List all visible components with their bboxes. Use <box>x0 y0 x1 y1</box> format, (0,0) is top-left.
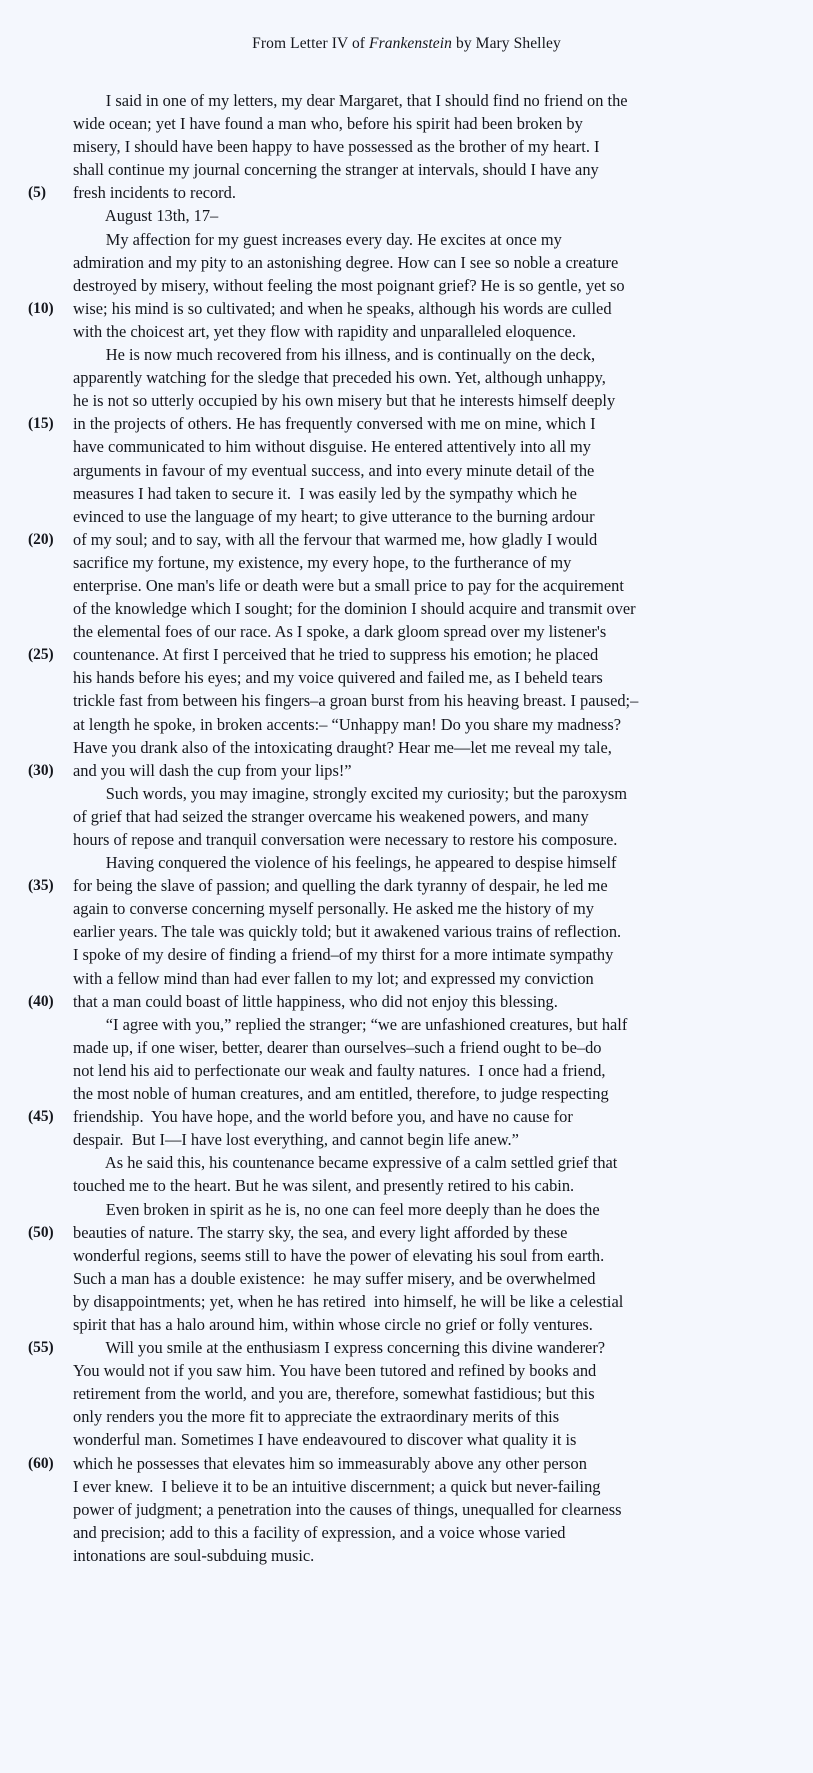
passage-line <box>0 1221 813 1244</box>
line-text: wide ocean; yet I have found a man who, before his spirit had been broken by <box>73 114 583 134</box>
passage-line <box>0 1244 813 1267</box>
line-text: countenance. At first I perceived that he tried to suppress his emotion; he placed <box>73 645 599 665</box>
line-text: of my soul; and to say, with all the fervour that warmed me, how gladly I would <box>73 529 598 549</box>
line-text: August 13th, 17– <box>73 206 219 226</box>
line-text: Such words, you may imagine, strongly excited my curiosity; but the paroxysm <box>73 783 628 803</box>
passage-line <box>0 920 813 943</box>
passage-line <box>0 297 813 320</box>
line-text: sacrifice my fortune, my existence, my every hope, to the furtherance of my <box>73 552 572 572</box>
line-text: spirit that has a halo around him, within whose circle no grief or folly ventures. <box>73 1314 593 1334</box>
line-text: touched me to the heart. But he was silent, and presently retired to his cabin. <box>73 1176 575 1196</box>
line-number: (60) <box>28 1454 54 1472</box>
line-text: destroyed by misery, without feeling the most poignant grief? He is so gentle, yet so <box>73 275 625 295</box>
passage-line <box>0 1105 813 1128</box>
line-number: (50) <box>28 1223 54 1241</box>
passage-line <box>0 1174 813 1197</box>
line-text: Such a man has a double existence: he may suffer misery, and be overwhelmed <box>73 1268 596 1288</box>
passage-line <box>0 89 813 112</box>
line-text: the elemental foes of our race. As I spoke, a dark gloom spread over my listener's <box>73 622 607 642</box>
line-number: (30) <box>28 761 54 779</box>
passage-line <box>0 689 813 712</box>
line-text: wise; his mind is so cultivated; and when he speaks, although his words are culled <box>73 298 612 318</box>
line-text: and precision; add to this a facility of expression, and a voice whose varied <box>73 1522 566 1542</box>
passage-line <box>0 805 813 828</box>
title-suffix: by Mary Shelley <box>452 35 561 52</box>
line-text: have communicated to him without disguise. He entered attentively into all my <box>73 437 592 457</box>
line-text: misery, I should have been happy to have possessed as the brother of my heart. I <box>73 137 600 157</box>
line-text: enterprise. One man's life or death were but a small price to pay for the acquirement <box>73 575 624 595</box>
line-text: despair. But I—I have lost everything, and cannot begin life anew.” <box>73 1130 519 1150</box>
line-text: wonderful man. Sometimes I have endeavoured to discover what quality it is <box>73 1430 577 1450</box>
passage-body <box>0 89 813 1567</box>
passage-line <box>0 1498 813 1521</box>
line-text: which he possesses that elevates him so immeasurably above any other person <box>73 1453 587 1473</box>
passage-line <box>0 482 813 505</box>
passage-line <box>0 1544 813 1567</box>
line-number: (55) <box>28 1339 54 1357</box>
line-text: his hands before his eyes; and my voice quivered and failed me, as I beheld tears <box>73 668 603 688</box>
passage-line <box>0 666 813 689</box>
line-text: made up, if one wiser, better, dearer than ourselves–such a friend ought to be–do <box>73 1037 602 1057</box>
line-text: not lend his aid to perfectionate our weak and faulty natures. I once had a friend, <box>73 1060 606 1080</box>
passage-line <box>0 1313 813 1336</box>
line-text: You would not if you saw him. You have been tutored and refined by books and <box>73 1361 597 1381</box>
passage-line <box>0 435 813 458</box>
passage-line <box>0 1290 813 1313</box>
line-text: intonations are soul-subduing music. <box>73 1545 315 1565</box>
passage-line <box>0 1082 813 1105</box>
passage-line <box>0 112 813 135</box>
line-text: earlier years. The tale was quickly told; but it awakened various trains of reflection. <box>73 922 622 942</box>
page-title <box>0 34 813 54</box>
line-number: (25) <box>28 646 54 664</box>
passage-line <box>0 1405 813 1428</box>
passage-line <box>0 1336 813 1359</box>
passage-line <box>0 135 813 158</box>
title-work-name: Frankenstein <box>369 35 453 52</box>
line-text: the most noble of human creatures, and am entitled, therefore, to judge respecting <box>73 1084 609 1104</box>
passage-line <box>0 1198 813 1221</box>
passage-line <box>0 1428 813 1451</box>
line-text: fresh incidents to record. <box>73 183 236 203</box>
line-text: of grief that had seized the stranger overcame his weakened powers, and many <box>73 806 589 826</box>
line-text: Even broken in spirit as he is, no one can feel more deeply than he does the <box>73 1199 600 1219</box>
line-text: beauties of nature. The starry sky, the sea, and every light afforded by these <box>73 1222 568 1242</box>
passage-line <box>0 343 813 366</box>
passage-line <box>0 597 813 620</box>
line-text: that a man could boast of little happiness, who did not enjoy this blessing. <box>73 991 558 1011</box>
passage-line <box>0 366 813 389</box>
passage-line <box>0 1267 813 1290</box>
line-text: admiration and my pity to an astonishing degree. How can I see so noble a creature <box>73 252 619 272</box>
line-number: (45) <box>28 1108 54 1126</box>
line-number: (5) <box>28 184 46 202</box>
passage-line <box>0 736 813 759</box>
passage-line <box>0 459 813 482</box>
passage-line <box>0 181 813 204</box>
line-number: (40) <box>28 992 54 1010</box>
line-text: retirement from the world, and you are, therefore, somewhat fastidious; but this <box>73 1384 595 1404</box>
passage-line <box>0 643 813 666</box>
line-text: friendship. You have hope, and the world before you, and have no cause for <box>73 1107 573 1127</box>
line-number: (20) <box>28 530 54 548</box>
line-text: “I agree with you,” replied the stranger; “we are unfashioned creatures, but half <box>73 1014 628 1034</box>
passage-line <box>0 228 813 251</box>
line-text: I said in one of my letters, my dear Margaret, that I should find no friend on the <box>73 91 628 110</box>
line-text: and you will dash the cup from your lips!” <box>73 760 352 780</box>
passage-line <box>0 551 813 574</box>
passage-line <box>0 528 813 551</box>
line-text: Will you smile at the enthusiasm I express concerning this divine wanderer? <box>73 1338 606 1358</box>
passage-line <box>0 1521 813 1544</box>
passage-line <box>0 1059 813 1082</box>
line-text: wonderful regions, seems still to have the power of elevating his soul from earth. <box>73 1245 605 1265</box>
passage-line <box>0 320 813 343</box>
passage-line <box>0 1452 813 1475</box>
line-text: of the knowledge which I sought; for the dominion I should acquire and transmit over <box>73 599 636 619</box>
line-number: (35) <box>28 877 54 895</box>
line-text: he is not so utterly occupied by his own misery but that he interests himself deeply <box>73 391 616 411</box>
title-prefix: From Letter IV of <box>252 35 370 52</box>
line-text: Have you drank also of the intoxicating draught? Hear me—let me reveal my tale, <box>73 737 612 757</box>
passage-line <box>0 1013 813 1036</box>
passage-line <box>0 505 813 528</box>
line-text: shall continue my journal concerning the stranger at intervals, should I have any <box>73 160 599 180</box>
passage-line <box>0 1475 813 1498</box>
passage-line <box>0 851 813 874</box>
passage-line <box>0 782 813 805</box>
line-text: only renders you the more fit to appreciate the extraordinary merits of this <box>73 1407 560 1427</box>
passage-line <box>0 874 813 897</box>
passage-line <box>0 620 813 643</box>
passage-line <box>0 1151 813 1174</box>
line-number: (15) <box>28 415 54 433</box>
line-text: Having conquered the violence of his feelings, he appeared to despise himself <box>73 853 617 873</box>
line-text: My affection for my guest increases every day. He excites at once my <box>73 229 562 249</box>
line-text: apparently watching for the sledge that preceded his own. Yet, although unhappy, <box>73 368 606 388</box>
passage-line <box>0 158 813 181</box>
line-text: in the projects of others. He has frequently conversed with me on mine, which I <box>73 414 596 434</box>
line-text: for being the slave of passion; and quelling the dark tyranny of despair, he led me <box>73 876 608 896</box>
line-text: As he said this, his countenance became expressive of a calm settled grief that <box>73 1153 618 1173</box>
line-text: evinced to use the language of my heart; to give utterance to the burning ardour <box>73 506 595 526</box>
passage-line <box>0 1359 813 1382</box>
passage-line <box>0 759 813 782</box>
passage-line <box>0 389 813 412</box>
passage-line <box>0 943 813 966</box>
passage-line <box>0 897 813 920</box>
passage-line <box>0 713 813 736</box>
line-text: at length he spoke, in broken accents:– “Unhappy man! Do you share my madness? <box>73 714 622 734</box>
line-text: I spoke of my desire of finding a friend–of my thirst for a more intimate sympathy <box>73 945 614 965</box>
passage-line <box>0 204 813 227</box>
line-text: arguments in favour of my eventual success, and into every minute detail of the <box>73 460 595 480</box>
passage-line <box>0 828 813 851</box>
passage-line <box>0 1036 813 1059</box>
passage-line <box>0 1382 813 1405</box>
line-text: trickle fast from between his fingers–a groan burst from his heaving breast. I paused;– <box>73 691 639 711</box>
line-text: He is now much recovered from his illness, and is continually on the deck, <box>73 345 596 365</box>
line-text: hours of repose and tranquil conversation were necessary to restore his composure. <box>73 830 618 849</box>
line-text: power of judgment; a penetration into the causes of things, unequalled for clearness <box>73 1499 622 1519</box>
line-text: I ever knew. I believe it to be an intuitive discernment; a quick but never-failing <box>73 1476 601 1496</box>
passage-line <box>0 1128 813 1151</box>
passage-line <box>0 990 813 1013</box>
passage-line <box>0 274 813 297</box>
line-text: with the choicest art, yet they flow with rapidity and unparalleled eloquence. <box>73 321 576 341</box>
line-text: measures I had taken to secure it. I was easily led by the sympathy which he <box>73 483 577 503</box>
line-text: again to converse concerning myself personally. He asked me the history of my <box>73 899 595 919</box>
line-text: with a fellow mind than had ever fallen to my lot; and expressed my conviction <box>73 968 594 988</box>
passage-line <box>0 574 813 597</box>
passage-line <box>0 251 813 274</box>
passage-line <box>0 412 813 435</box>
passage-line <box>0 967 813 990</box>
line-number: (10) <box>28 299 54 317</box>
line-text: by disappointments; yet, when he has retired into himself, he will be like a celestial <box>73 1291 624 1311</box>
